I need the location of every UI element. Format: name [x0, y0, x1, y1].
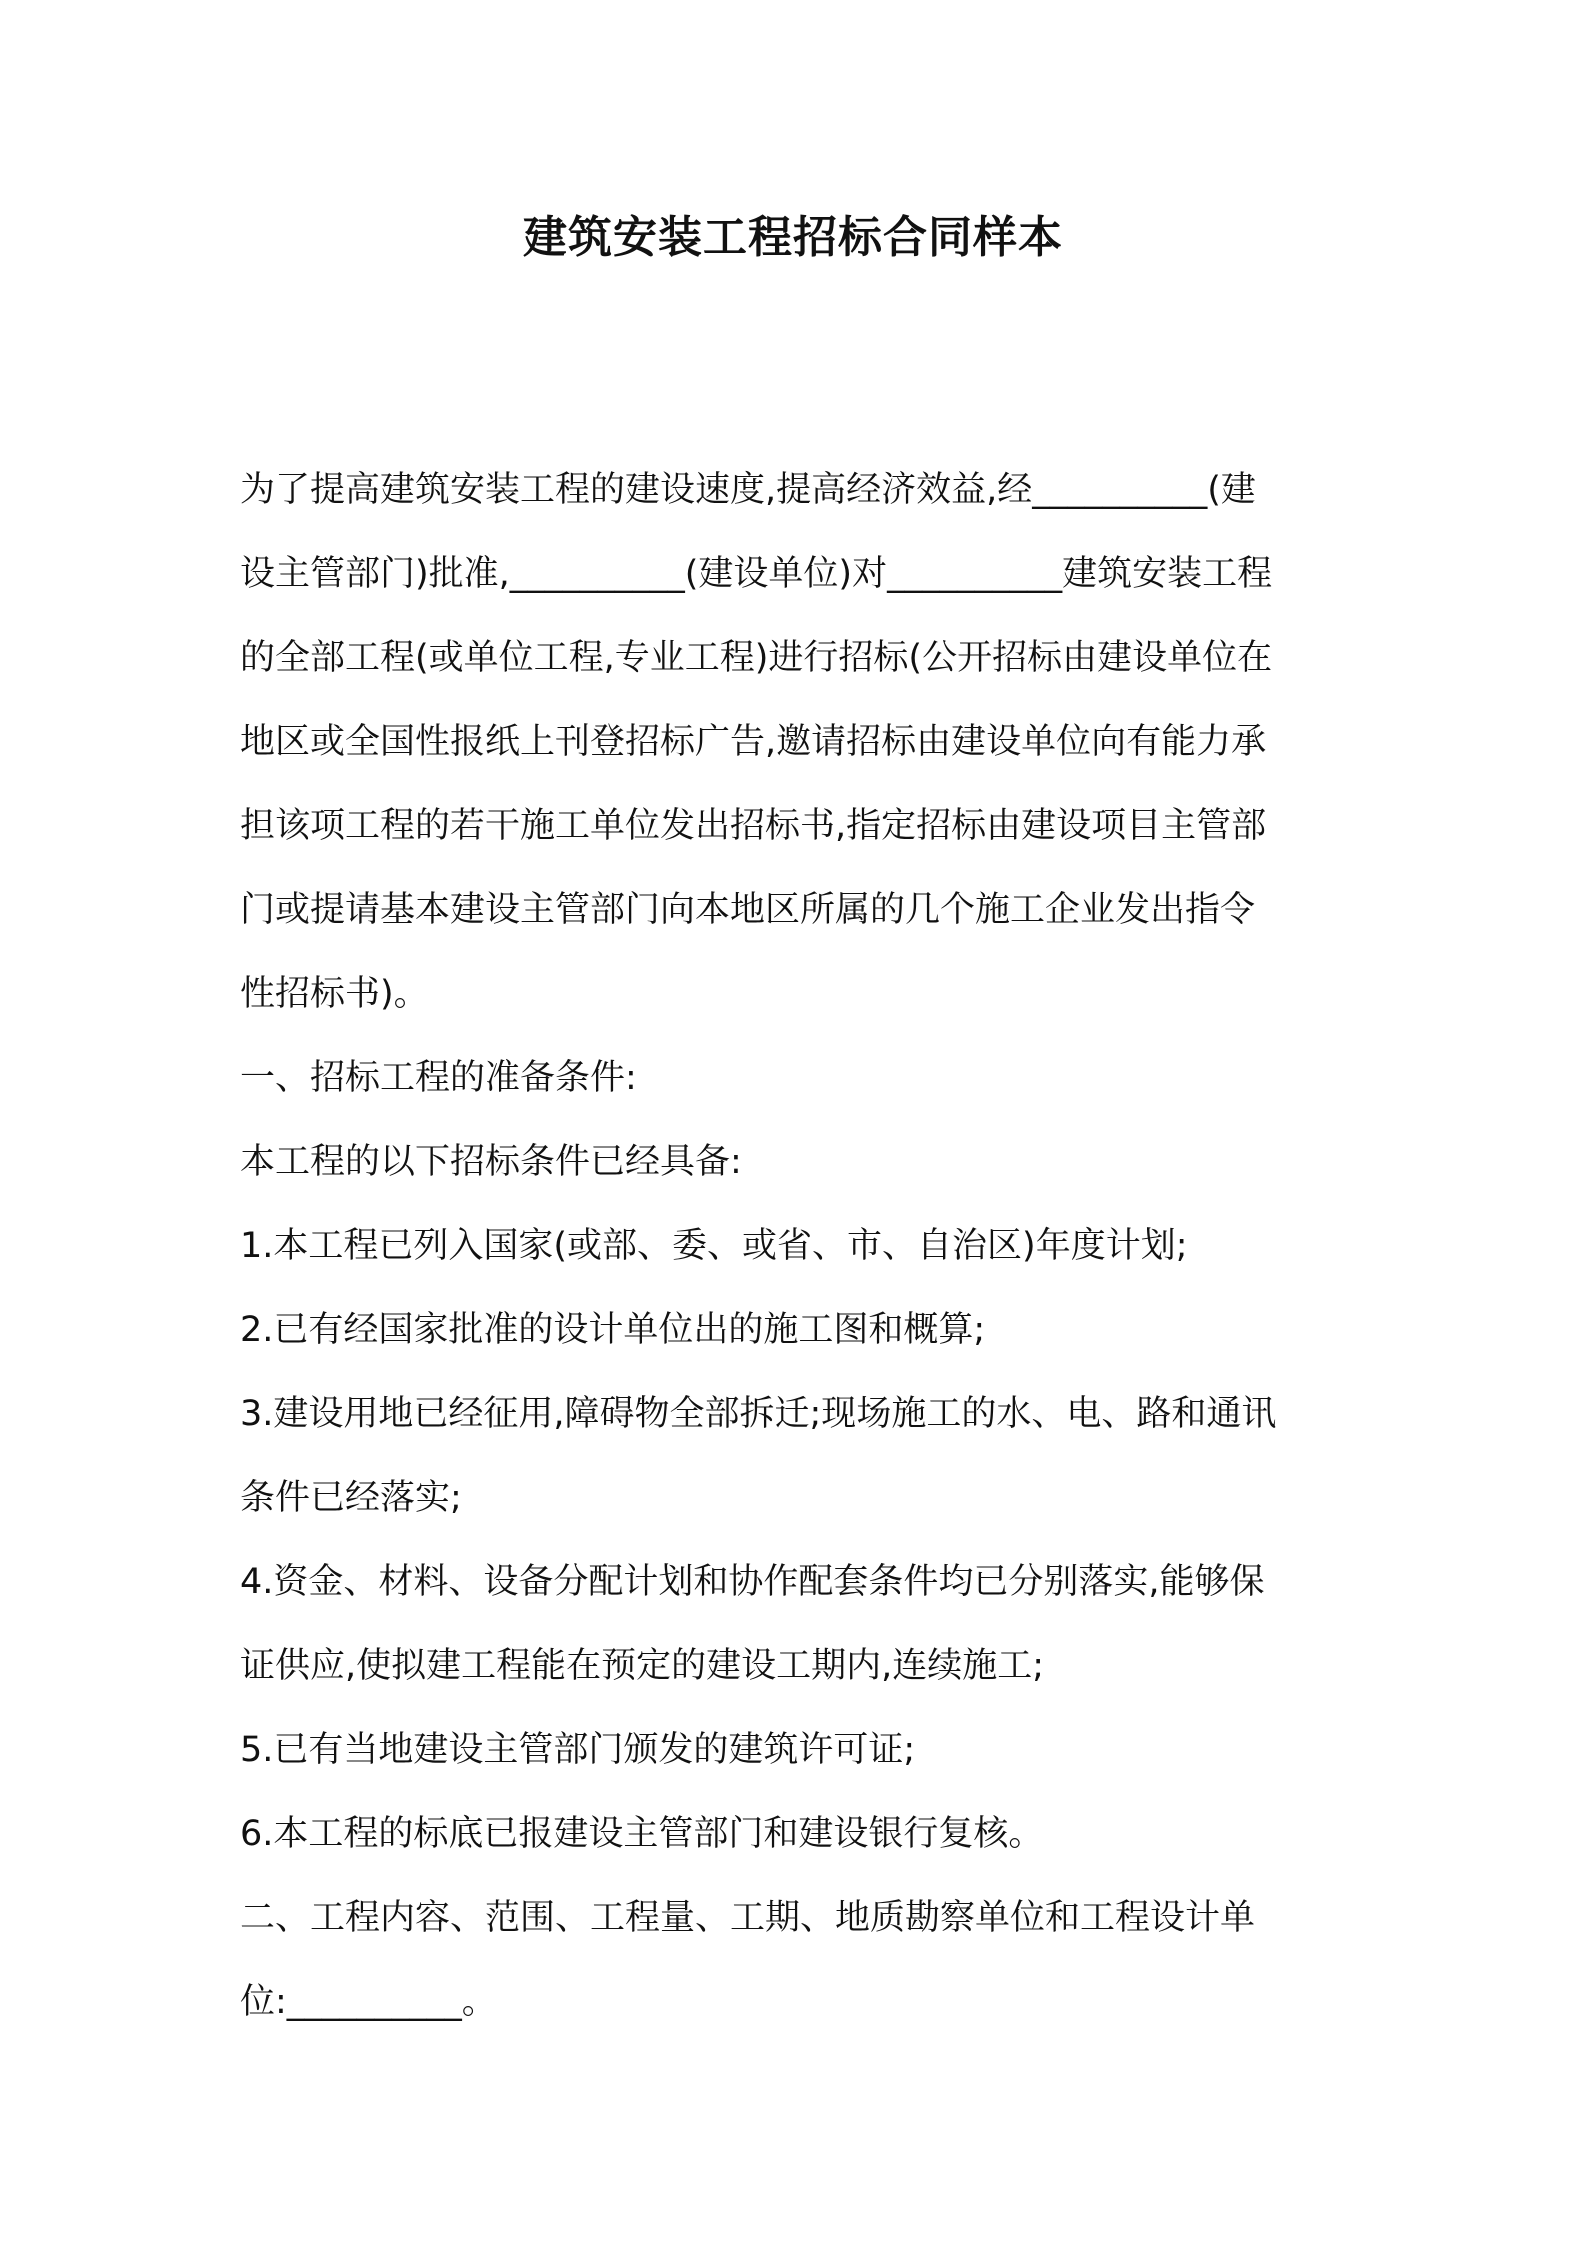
section-heading-1 [240, 1036, 1350, 1120]
list-item-6 [240, 1792, 1350, 1876]
text-line: 为了提高建筑安装工程的建设速度,提高经济效益,经__________(建 [240, 470, 1256, 510]
text-line: 门或提请基本建设主管部门向本地区所属的几个施工企业发出指令 [240, 890, 1256, 930]
text-line: 地区或全国性报纸上刊登招标广告,邀请招标由建设单位向有能力承 [240, 722, 1267, 762]
list-item-4 [240, 1540, 1350, 1708]
text-line: 证供应,使拟建工程能在预定的建设工期内,连续施工; [240, 1646, 1045, 1686]
text-line: 的全部工程(或单位工程,专业工程)进行招标(公开招标由建设单位在 [240, 638, 1273, 678]
text-line: 位:__________。 [240, 1982, 497, 2022]
text-line: 条件已经落实; [240, 1478, 462, 1518]
document-body [240, 448, 1350, 2044]
text-line: 4.资金、材料、设备分配计划和协作配套条件均已分别落实,能够保 [240, 1562, 1265, 1602]
section-heading-2 [240, 1876, 1350, 2044]
text-line: 6.本工程的标底已报建设主管部门和建设银行复核。 [240, 1814, 1044, 1854]
text-line: 1.本工程已列入国家(或部、委、或省、市、自治区)年度计划; [240, 1226, 1188, 1266]
paragraph-intro [240, 448, 1350, 1036]
list-item-5 [240, 1708, 1350, 1792]
text-line: 担该项工程的若干施工单位发出招标书,指定招标由建设项目主管部 [240, 806, 1267, 846]
text-line: 一、招标工程的准备条件: [240, 1058, 637, 1098]
list-item-1 [240, 1204, 1350, 1288]
text-line: 设主管部门)批准,__________(建设单位)对__________建筑安装工程 [240, 554, 1273, 594]
text-line: 3.建设用地已经征用,障碍物全部拆迁;现场施工的水、电、路和通讯 [240, 1394, 1277, 1434]
text-line: 本工程的以下招标条件已经具备: [240, 1142, 742, 1182]
document-title: 建筑安装工程招标合同样本 [523, 212, 1063, 263]
text-line: 二、工程内容、范围、工程量、工期、地质勘察单位和工程设计单 [240, 1898, 1256, 1938]
paragraph-conditions-intro [240, 1120, 1350, 1204]
text-line: 2.已有经国家批准的设计单位出的施工图和概算; [240, 1310, 986, 1350]
text-line: 5.已有当地建设主管部门颁发的建筑许可证; [240, 1730, 916, 1770]
list-item-2 [240, 1288, 1350, 1372]
list-item-3 [240, 1372, 1350, 1540]
text-line: 性招标书)。 [240, 974, 429, 1014]
